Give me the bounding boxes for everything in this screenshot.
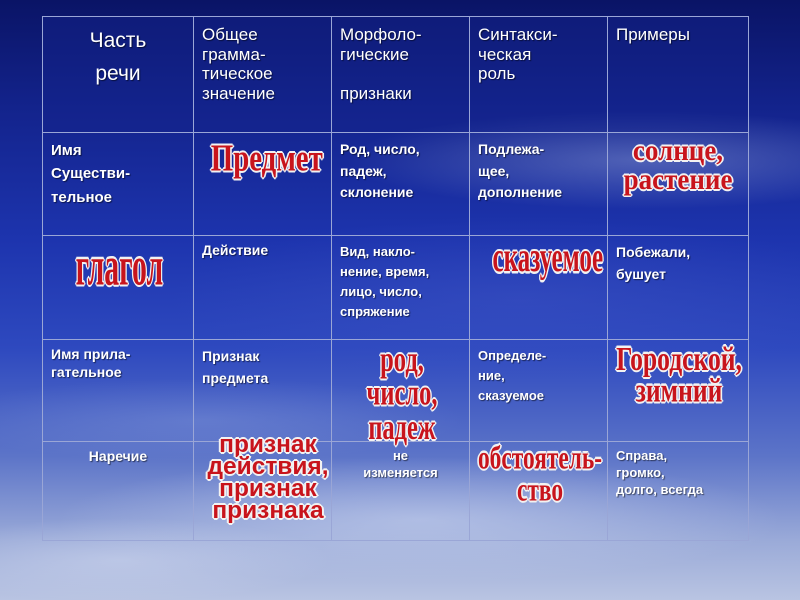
table-row [43,236,749,340]
row2-meaning: Действие [202,242,269,258]
row4-morph: не изменяется [363,448,438,480]
row1-meaning-cell [194,133,332,236]
row1-syntax-cell [470,133,608,236]
header-examples-label: Примеры [616,25,690,44]
row2-syntax-handwritten: сказуемое [492,234,604,282]
row1-examples-cell [608,133,749,236]
row1-meaning-handwritten: Предмет [210,136,323,179]
header-morph-label: Морфоло- гические признаки [340,25,422,103]
row3-morph-handwritten: род, число, падеж [366,340,438,448]
header-part-label: Часть речи [89,29,147,85]
row3-part-cell [43,340,194,442]
row4-morph-cell [332,442,470,541]
row4-part-cell [43,442,194,541]
row1-part: Имя Существи- тельное [51,142,131,206]
row4-syntax-handwritten: обстоятель- ство [477,439,603,508]
row3-morph-cell [332,340,470,448]
row2-syntax-cell [470,236,608,340]
row1-part-cell [43,133,194,236]
header-meaning-label: Общее грамма- тическое значение [202,25,275,103]
row3-meaning: Признак предмета [202,348,269,386]
row3-examples-handwritten: Городской, зимний [616,339,742,410]
row1-examples-handwritten: солнце, растение [623,134,733,196]
header-cell-syntax [470,17,608,133]
row1-morph: Род, число, падеж, склонение [340,141,420,201]
header-cell-part [43,17,194,133]
table-header-row [43,17,749,133]
row3-part: Имя прила- гательное [51,346,131,380]
header-cell-morph [332,17,470,133]
row2-meaning-cell [194,236,332,340]
row3-meaning-cell [194,340,332,442]
row4-meaning-cell [194,431,332,541]
row2-part-handwritten: глагол [75,235,164,297]
table-row [43,340,749,442]
table-row [43,442,749,541]
row4-part: Наречие [88,448,148,464]
parts-of-speech-table [42,16,749,541]
row3-syntax: Определе- ние, сказуемое [478,348,547,404]
row2-part-cell [43,236,194,340]
row2-examples: Побежали, бушует [616,244,691,282]
row3-examples-cell [608,340,749,442]
row4-syntax-cell [470,439,608,541]
row4-meaning-handwritten: признак действия, признак признака [207,431,329,525]
header-cell-examples [608,17,749,133]
row1-morph-cell [332,133,470,236]
table-row [43,133,749,236]
row1-syntax: Подлежа- щее, дополнение [478,141,563,201]
row2-morph: Вид, накло- нение, время, лицо, число, спряжение [340,244,430,320]
header-cell-meaning [194,17,332,133]
header-syntax-label: Синтакси- ческая роль [478,25,558,84]
row4-examples: Справа, громко, долго, всегда [616,448,704,497]
row4-examples-cell [608,442,749,541]
row2-examples-cell [608,236,749,340]
row3-syntax-cell [470,340,608,442]
row2-morph-cell [332,236,470,340]
